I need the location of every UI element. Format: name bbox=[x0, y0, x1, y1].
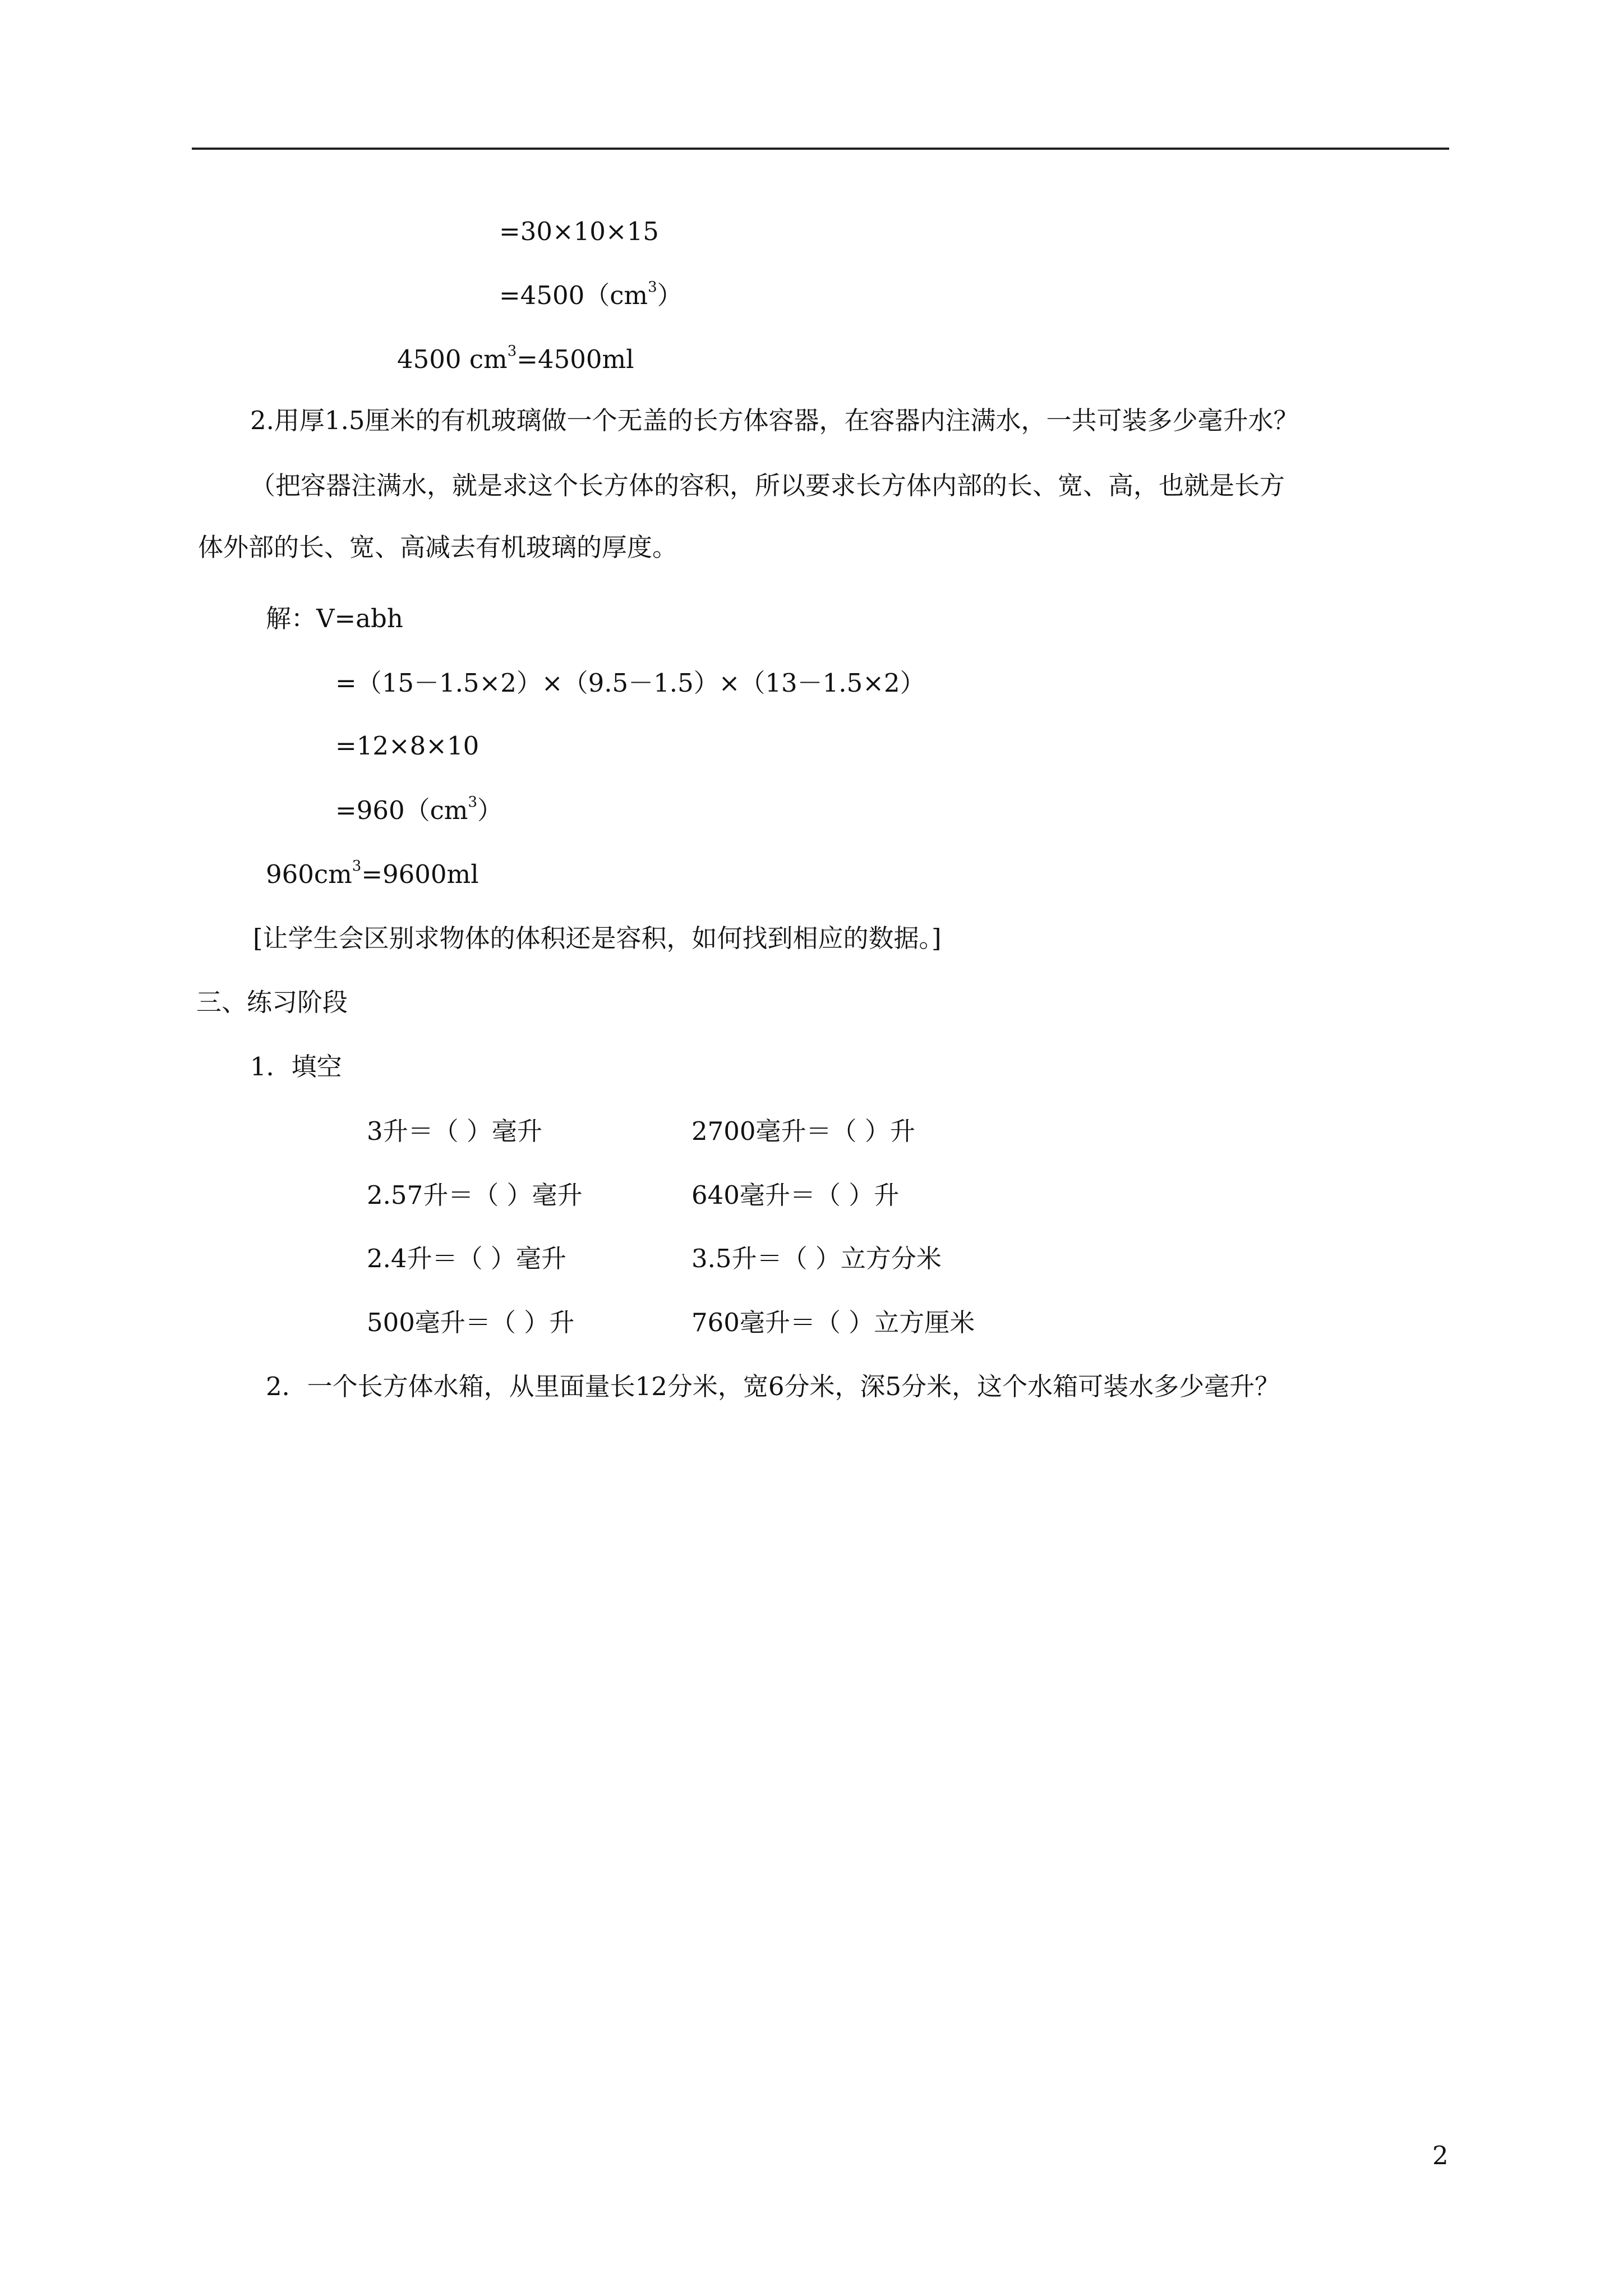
section3-sub1: 1．填空 bbox=[250, 1052, 342, 1082]
page-number: 2 bbox=[1432, 2141, 1449, 2170]
problem2-convert-sup: 3 bbox=[352, 858, 362, 875]
problem2-hint-line2: 体外部的长、宽、高减去有机玻璃的厚度。 bbox=[198, 532, 678, 562]
calc1-convert-right: =4500ml bbox=[517, 344, 634, 374]
calc1-step2-value: =4500（cm bbox=[499, 280, 648, 310]
fill-row bbox=[0, 1306, 1623, 1340]
fill-right: 640毫升＝（ ）升 bbox=[691, 1180, 900, 1210]
fill-left: 2.4升＝（ ）毫升 bbox=[367, 1244, 566, 1273]
fill-row bbox=[0, 1242, 1623, 1276]
fill-left: 2.57升＝（ ）毫升 bbox=[367, 1180, 583, 1210]
problem2-question: 2.用厚1.5厘米的有机玻璃做一个无盖的长方体容器，在容器内注满水，一共可装多少毫升水？ bbox=[250, 406, 1299, 435]
section3-heading: 三、练习阶段 bbox=[196, 987, 348, 1017]
problem2-solution-label: 解：V=abh bbox=[266, 604, 403, 633]
section3-sub2: 2．一个长方体水箱，从里面量长12分米，宽6分米，深5分米，这个水箱可装水多少毫升？ bbox=[266, 1372, 1280, 1401]
fill-row bbox=[0, 1115, 1623, 1148]
fill-right: 2700毫升＝（ ）升 bbox=[691, 1116, 915, 1146]
fill-left: 3升＝（ ）毫升 bbox=[367, 1116, 542, 1146]
problem2-convert-right: =9600ml bbox=[361, 859, 479, 889]
problem2-conversion bbox=[266, 858, 479, 891]
fill-left: 500毫升＝（ ）升 bbox=[367, 1308, 575, 1337]
header-rule bbox=[192, 148, 1449, 150]
problem2-convert-left: 960cm bbox=[266, 859, 352, 889]
calc1-convert-sup: 3 bbox=[507, 343, 517, 360]
calc1-convert-left: 4500 cm bbox=[397, 344, 508, 374]
problem2-step3-sup: 3 bbox=[468, 794, 478, 811]
problem2-step1: =（15－1.5×2）×（9.5－1.5）×（13－1.5×2） bbox=[335, 668, 925, 698]
fill-row bbox=[0, 1179, 1623, 1212]
calc1-step2-end: ） bbox=[657, 280, 683, 310]
problem2-step3-value: =960（cm bbox=[335, 795, 468, 825]
problem2-teaching-note: [让学生会区别求物体的体积还是容积，如何找到相应的数据。] bbox=[253, 923, 942, 953]
fill-right: 3.5升＝（ ）立方分米 bbox=[691, 1244, 942, 1273]
problem2-step3 bbox=[335, 794, 502, 827]
calc1-conversion bbox=[397, 343, 634, 376]
problem2-step3-end: ） bbox=[477, 795, 503, 825]
calc1-step2-sup: 3 bbox=[648, 279, 657, 296]
calc1-step1: =30×10×15 bbox=[499, 217, 659, 246]
problem2-step2: =12×8×10 bbox=[335, 731, 479, 761]
problem2-hint-line1: （把容器注满水，就是求这个长方体的容积，所以要求长方体内部的长、宽、高，也就是长方 bbox=[250, 471, 1285, 500]
fill-right: 760毫升＝（ ）立方厘米 bbox=[691, 1308, 975, 1337]
calc1-step2 bbox=[499, 279, 683, 312]
